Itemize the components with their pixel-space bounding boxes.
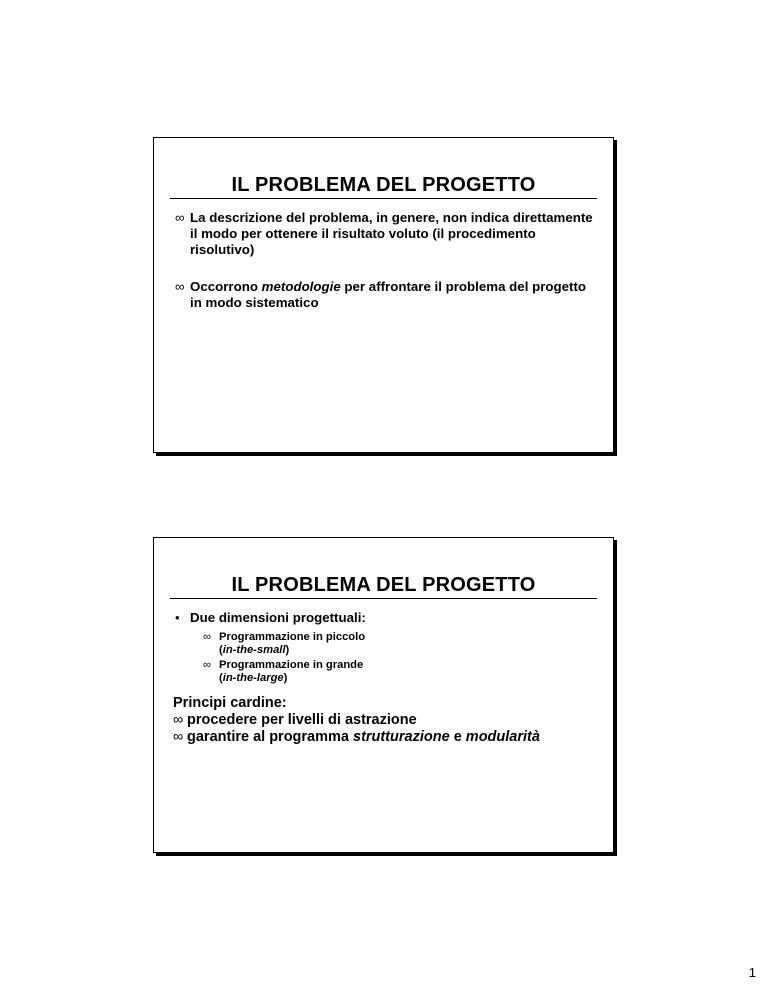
slide-2-title-rule	[170, 598, 597, 599]
sub-item-2-open: (	[219, 672, 223, 684]
infinity-bullet-icon: ∞	[203, 659, 211, 671]
slide-2-sub-item-1	[203, 631, 599, 657]
sub-item-1-close: )	[285, 644, 290, 656]
slide-2-sub-item-2	[203, 659, 599, 685]
page-number: 1	[748, 965, 756, 980]
slide-1	[153, 137, 614, 453]
sub-item-1-emphasis: in-the-small	[222, 644, 286, 656]
slide-1-title: IL PROBLEMA DEL PROGETTO	[231, 174, 536, 196]
dot-bullet-icon: •	[175, 610, 180, 625]
slide-1-bullet-2-before: Occorrono	[190, 279, 262, 294]
infinity-bullet-icon: ∞	[173, 712, 184, 728]
principle-2-emphasis-1: strutturazione	[353, 729, 450, 745]
slide-1-bullet-1-text: La descrizione del problema, in genere, non indica direttamente il modo per ottenere il risultato voluto (il procedimento risolutivo)	[190, 210, 593, 257]
slide-1-bullet-2	[175, 279, 599, 311]
slide-2-intro-text: Due dimensioni progettuali:	[190, 610, 366, 625]
infinity-bullet-icon: ∞	[175, 279, 185, 294]
slide-2-intro	[175, 610, 599, 626]
slide-1-bullet-2-emphasis: metodologie	[261, 279, 341, 294]
principle-1-text: procedere per livelli di astrazione	[187, 712, 417, 728]
slide-2-content	[175, 610, 599, 746]
principle-2-emphasis-2: modularità	[465, 729, 540, 745]
sub-item-1-open: (	[219, 644, 223, 656]
infinity-bullet-icon: ∞	[203, 631, 211, 643]
principle-1	[173, 712, 599, 729]
infinity-bullet-icon: ∞	[173, 729, 184, 745]
principle-2-middle: e	[449, 729, 466, 745]
sub-item-2-label: Programmazione in grande	[219, 659, 364, 671]
slide-1-bullet-2-after: per affrontare il problema del progetto in modo sistematico	[190, 279, 587, 310]
infinity-bullet-icon: ∞	[175, 210, 185, 225]
slide-2-title: IL PROBLEMA DEL PROGETTO	[231, 574, 536, 596]
sub-item-2-close: )	[283, 672, 288, 684]
principles-heading: Principi cardine:	[173, 695, 287, 711]
slide-1-bullet-1	[175, 210, 599, 258]
slide-2-sub-list	[175, 631, 599, 685]
principle-2-before: garantire al programma	[187, 729, 353, 745]
slide-1-content	[175, 210, 599, 311]
sub-item-1-label: Programmazione in piccolo	[219, 631, 366, 643]
slide-1-title-rule	[170, 198, 597, 199]
principle-2	[173, 729, 599, 746]
slide-2	[153, 537, 614, 853]
sub-item-2-emphasis: in-the-large	[222, 672, 284, 684]
